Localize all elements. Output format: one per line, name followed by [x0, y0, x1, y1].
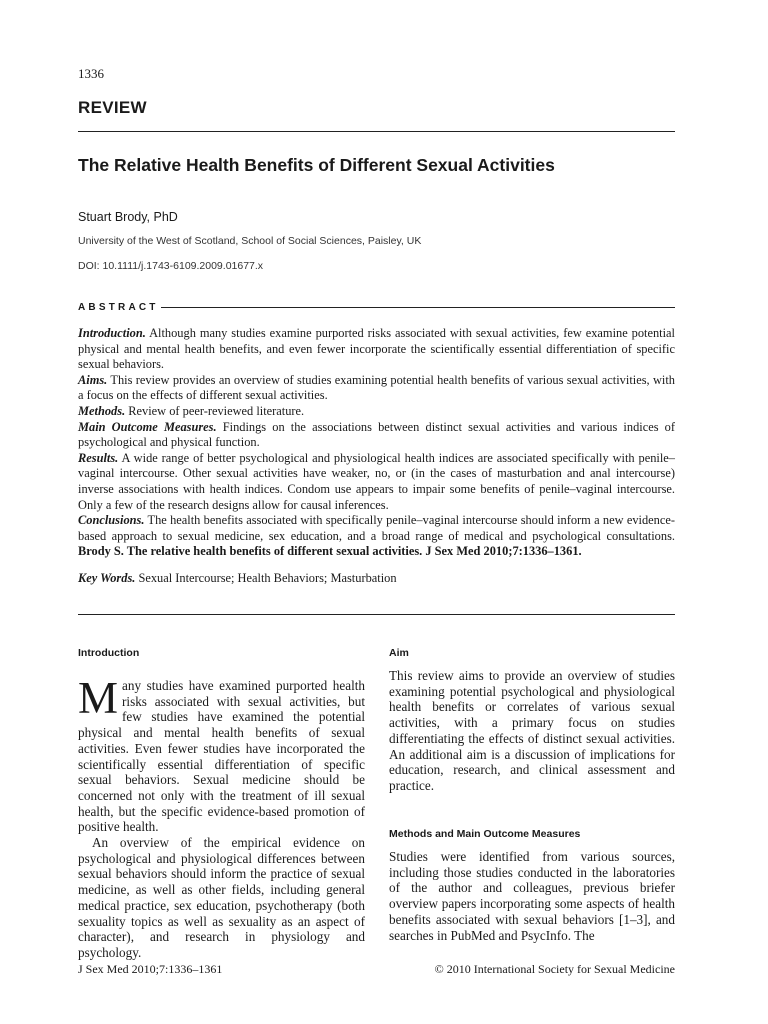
author-affiliation: University of the West of Scotland, School of Social Sciences, Paisley, UK	[78, 235, 422, 247]
methods-paragraph: Studies were identified from various sources, including those studies conducted in the laboratories of the author and colleagues, previous briefer overview papers incorporating some aspects of health benefits associated with sexual behaviors [1–3], and searches in PubMed and PsycInfo. The	[389, 849, 675, 943]
abstract-conclusions-text: The health benefits associated with specifically penile–vaginal intercourse should inform a new evidence-based approach to sexual medicine, sex education, and a broad range of medical and psychological consultations.	[78, 513, 675, 543]
introduction-paragraph-1-text: any studies have examined purported health risks associated with sexual activities, but few studies have examined the potential physical and mental health benefits of sexual activities. Even fewer studies have incorporated the scientifically essential differentiation of specific sexual behaviors. Sexual medicine should be concerned not only with the treatment of ill sexual health, but the specific evidence-based promotion of positive health.	[78, 678, 365, 835]
abstract-methods	[78, 404, 675, 420]
abstract-aims-text: This review provides an overview of studies examining potential health benefits of various sexual activities, with a focus on the effects of different sexual activities.	[78, 372, 675, 403]
article-title: The Relative Health Benefits of Different Sexual Activities	[78, 155, 555, 175]
methods-body	[389, 849, 675, 943]
top-divider	[78, 131, 675, 132]
abstract-results-text: A wide range of better psychological and physiological health indices are associated specifically with penile–vaginal intercourse. Other sexual activities have weaker, no, or (in the cases of masturbation and anal intercourse) inverse associations with health indices. Condom use appears to impair some benefits of penile–vaginal intercourse. Only a few of the research designs allow for causal inferences.	[78, 450, 675, 512]
abstract-aims-label: Aims.	[78, 372, 108, 387]
abstract-methods-label: Methods.	[78, 403, 126, 418]
aim-paragraph: This review aims to provide an overview of studies examining potential psychological and physiological health benefits or correlates of various sexual activities, with a primary focus on studies differentiating the effects of distinct sexual activities. An additional aim is a discussion of implications for education, research, and clinical assessment and practice.	[389, 668, 675, 793]
abstract-results-label: Results.	[78, 450, 119, 465]
abstract-introduction	[78, 326, 675, 373]
footer-journal: J Sex Med 2010;7:1336–1361	[78, 962, 223, 976]
abstract-header	[78, 300, 675, 314]
abstract-outcomes	[78, 420, 675, 451]
abstract-results	[78, 451, 675, 513]
abstract-introduction-label: Introduction.	[78, 326, 146, 340]
drop-cap: M	[78, 673, 119, 723]
keywords-text: Sexual Intercourse; Health Behaviors; Masturbation	[135, 571, 397, 585]
abstract-methods-text: Review of peer-reviewed literature.	[125, 403, 305, 418]
introduction-paragraph-1	[78, 673, 365, 835]
abstract-outcomes-text: Findings on the associations between distinct sexual activities and various indices of psychological and physical function.	[78, 419, 675, 450]
abstract-label: ABSTRACT	[78, 301, 159, 313]
footer-copyright: © 2010 International Society for Sexual Medicine	[434, 962, 675, 976]
keywords-label: Key Words.	[78, 571, 136, 585]
abstract-end-divider	[78, 614, 675, 615]
introduction-heading: Introduction	[78, 647, 140, 659]
introduction-paragraph-2: An overview of the empirical evidence on psychological and physiological differences between sexual behaviors should inform the practice of sexual medicine, as well as other fields, including general medical practice, sex education, psychotherapy (both sexuality topics as well as sexuality as an aspect of character), and research in physiology and psychology.	[78, 835, 365, 960]
aim-body	[389, 668, 675, 794]
abstract-outcomes-label: Main Outcome Measures.	[78, 419, 217, 434]
abstract-divider	[161, 307, 675, 308]
introduction-body	[78, 673, 365, 961]
doi: DOI: 10.1111/j.1743-6109.2009.01677.x	[78, 260, 264, 272]
aim-heading: Aim	[389, 647, 409, 659]
abstract-body	[78, 326, 675, 560]
author-name: Stuart Brody, PhD	[78, 210, 178, 224]
page-number: 1336	[78, 66, 104, 81]
section-label: REVIEW	[78, 98, 147, 117]
citation: Brody S. The relative health benefits of different sexual activities. J Sex Med 2010;7:1336–1361.	[78, 544, 582, 559]
abstract-conclusions-label: Conclusions.	[78, 513, 145, 528]
abstract-aims	[78, 373, 675, 404]
abstract-introduction-text: Although many studies examine purported risks associated with sexual activities, few examine potential physical and mental health benefits, and even fewer incorporate the scientifically essential differentiation of specific sexual behaviors.	[78, 326, 675, 372]
keywords	[78, 571, 675, 587]
abstract-conclusions	[78, 513, 675, 560]
methods-heading: Methods and Main Outcome Measures	[389, 828, 581, 840]
